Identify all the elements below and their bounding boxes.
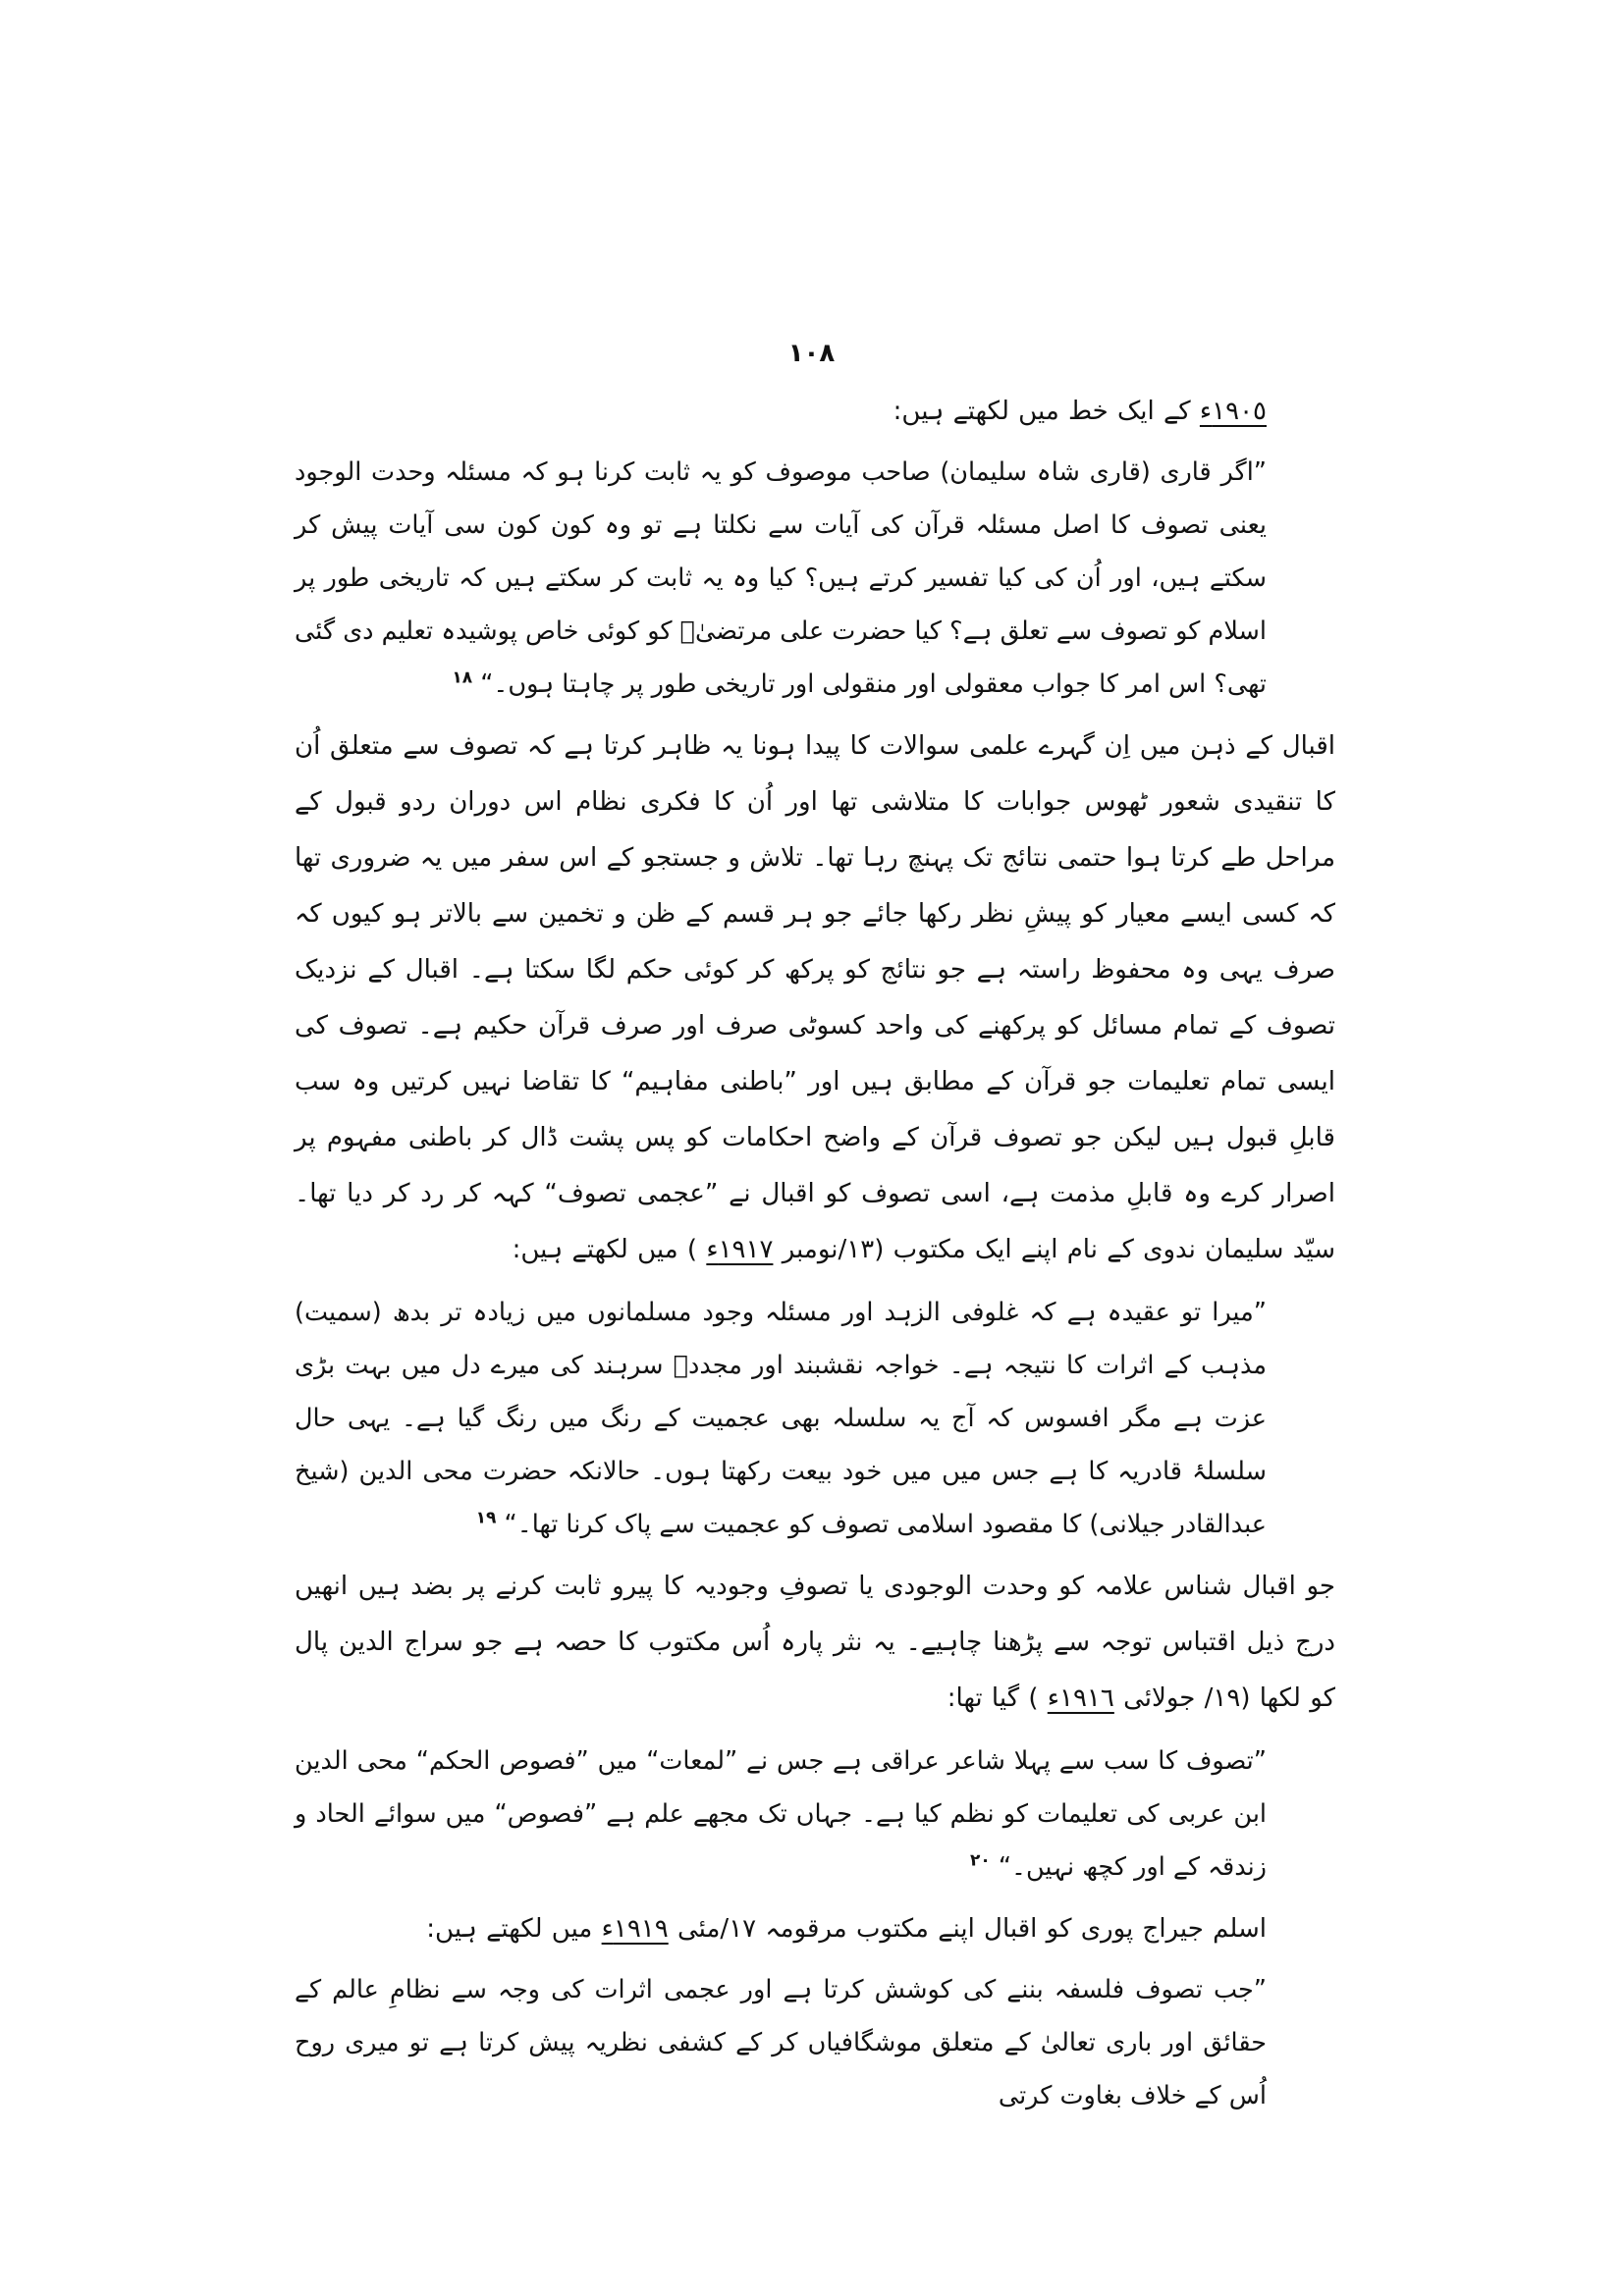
year-1917: ١٩١٧ء <box>706 1235 774 1264</box>
quote-block-2 <box>295 1286 1267 1551</box>
footnote-marker-20: ٢٠ <box>969 1850 991 1871</box>
quote-block-3 <box>295 1735 1267 1894</box>
year-1916: ١٩١٦ء <box>1047 1683 1114 1713</box>
year-1905: ١٩٠٥ء <box>1199 397 1267 426</box>
intro-line-1919 <box>295 1901 1267 1957</box>
intro-text-1905: کے ایک خط میں لکھتے ہیں: <box>893 397 1191 426</box>
paragraph-2-text-b: ) گیا تھا: <box>947 1683 1039 1713</box>
page-number: ١٠٨ <box>787 339 836 368</box>
page-body <box>295 378 1335 2130</box>
quote-4-text: ”جب تصوف فلسفہ بننے کی کوشش کرتا ہے اور عجمی اثرات کی وجہ سے نظامِ عالم کے حقائق اور باری تعالیٰ کے متعلق موشگافیاں کر کے کشفی نظریہ پیش کرتا ہے تو میری روح اُس کے خلاف بغاوت کرتی <box>295 1975 1267 2110</box>
intro-line-1905 <box>295 384 1267 440</box>
quote-block-4 <box>295 1963 1267 2122</box>
footnote-marker-18: ١٨ <box>452 667 473 688</box>
quote-block-1 <box>295 446 1267 711</box>
letter-date-close: ) میں لکھتے ہیں: <box>512 1235 698 1264</box>
paragraph-1-text: اقبال کے ذہن میں اِن گہرے علمی سوالات کا پیدا ہونا یہ ظاہر کرتا ہے کہ تصوف سے متعلق اُن کا تنقیدی شعور ٹھوس جوابات کا متلاشی تھا اور اُن کا فکری نظام اس دوران ردو قبول کے مراحل طے کرتا ہوا حتمی نتائج تک پہنچ رہا تھا۔ تلاش و جستجو کے اس سفر میں یہ ضروری تھا کہ کسی ایسے معیار کو پیشِ نظر رکھا جائے جو ہر قسم کے ظن و تخمین سے بالاتر ہو کیوں کہ صرف یہی وہ محفوظ راستہ ہے جو نتائج کو پرکھ کر کوئی حکم لگا سکتا ہے۔ اقبال کے نزدیک تصوف کے تمام مسائل کو پرکھنے کی واحد کسوٹی صرف اور صرف قرآن حکیم ہے۔ تصوف کی ایسی تمام تعلیمات جو قرآن کے مطابق ہیں اور ”باطنی مفاہیم“ کا تقاضا نہیں کرتیں وہ سب قابلِ قبول ہیں لیکن جو تصوف قرآن کے واضح احکامات کو پس پشت ڈال کر باطنی مفہوم پر اصرار کرے وہ قابلِ مذمت ہے، اسی تصوف کو اقبال نے ”عجمی تصوف“ کہہ کر رد کر دیا تھا۔ سیّد سلیمان ندوی کے نام اپنے ایک مکتوب <box>295 731 1335 1264</box>
quote-1-text: ”اگر قاری (قاری شاہ سلیمان) صاحب موصوف کو یہ ثابت کرنا ہو کہ مسئلہ وحدت الوجود یعنی تصوف کا اصل مسئلہ قرآن کی آیات سے نکلتا ہے تو وہ کون کون سی آیات پیش کر سکتے ہیں، اور اُن کی کیا تفسیر کرتے ہیں؟ کیا وہ یہ ثابت کر سکتے ہیں کہ تاریخی طور پر اسلام کو تصوف سے تعلق ہے؟ کیا حضرت علی مرتضیٰؓ کو کوئی خاص پوشیدہ تعلیم دی گئی تھی؟ اس امر کا جواب معقولی اور منقولی اور تاریخی طور پر چاہتا ہوں۔“ <box>295 457 1267 699</box>
footnote-marker-19: ١٩ <box>475 1508 497 1528</box>
paragraph-2-text-a: جو اقبال شناس علامہ کو وحدت الوجودی یا تصوفِ وجودیہ کا پیرو ثابت کرنے پر بضد ہیں انھیں درج ذیل اقتباس توجہ سے پڑھنا چاہیے۔ یہ نثر پارہ اُس مکتوب کا حصہ ہے جو سراج الدین پال کو لکھا (١٩/ جولائی <box>295 1572 1335 1713</box>
intro-1919-text-a: اسلم جیراج پوری کو اقبال اپنے مکتوب مرقومہ ١٧/مئی <box>676 1914 1267 1944</box>
paragraph-1 <box>295 719 1335 1278</box>
quote-3-text: ”تصوف کا سب سے پہلا شاعر عراقی ہے جس نے ”لمعات“ میں ”فصوص الحکم“ محی الدین ابن عربی کی تعلیمات کو نظم کیا ہے۔ جہاں تک مجھے علم ہے ”فصوص“ میں سوائے الحاد و زندقہ کے اور کچھ نہیں۔“ <box>295 1746 1267 1882</box>
quote-2-text: ”میرا تو عقیدہ ہے کہ غلوفی الزہد اور مسئلہ وجود مسلمانوں میں زیادہ تر بدھ (سمیت) مذہب کے اثرات کا نتیجہ ہے۔ خواجہ نقشبند اور مجددؒ سرہند کی میرے دل میں بہت بڑی عزت ہے مگر افسوس کہ آج یہ سلسلہ بھی عجمیت کے رنگ میں رنگ گیا ہے۔ یہی حال سلسلۂ قادریہ کا ہے جس میں میں خود بیعت رکھتا ہوں۔ حالانکہ حضرت محی الدین (شیخ عبدالقادر جیلانی) کا مقصود اسلامی تصوف کو عجمیت سے پاک کرنا تھا۔“ <box>295 1298 1267 1539</box>
year-1919: ١٩١٩ء <box>601 1914 669 1944</box>
paragraph-2 <box>295 1559 1335 1727</box>
intro-1919-text-b: میں لکھتے ہیں: <box>426 1914 593 1944</box>
letter-date-open: (١٣/نومبر <box>782 1235 885 1264</box>
